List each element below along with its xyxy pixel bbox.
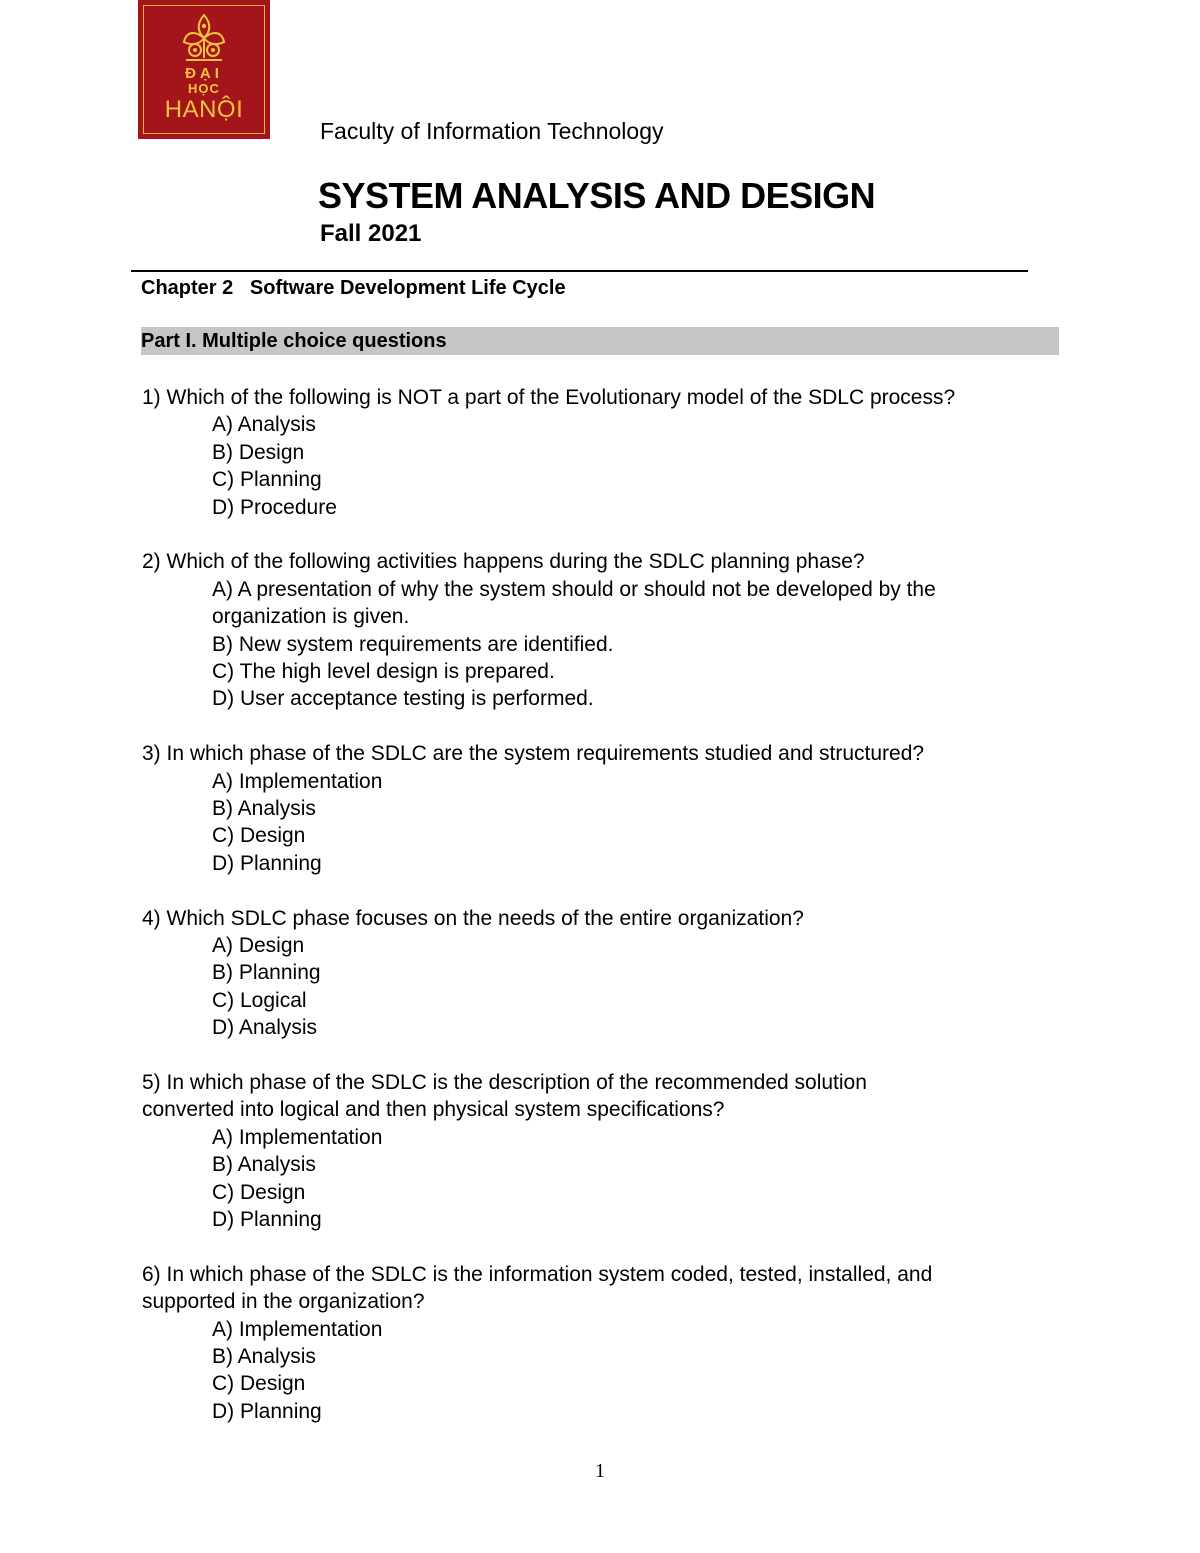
chapter-number: Chapter 2 bbox=[141, 277, 234, 299]
faculty-name: Faculty of Information Technology bbox=[320, 118, 664, 144]
question-text: 3) In which phase of the SDLC are the system requirements studied and structured? bbox=[142, 742, 925, 766]
answer-option: A) Implementation bbox=[212, 1317, 383, 1341]
part-title: Part I. Multiple choice questions bbox=[141, 330, 447, 352]
logo-text-line3: HANỘI bbox=[164, 96, 244, 123]
answer-option: C) The high level design is prepared. bbox=[212, 660, 555, 683]
answer-option: D) User acceptance testing is performed. bbox=[212, 687, 594, 711]
answer-option: A) Implementation bbox=[212, 769, 383, 793]
course-title: SYSTEM ANALYSIS AND DESIGN bbox=[318, 175, 876, 216]
question-text: 1) Which of the following is NOT a part of the Evolutionary model of the SDLC process? bbox=[142, 386, 956, 409]
question-text: supported in the organization? bbox=[142, 1290, 425, 1314]
answer-option: C) Logical bbox=[212, 988, 307, 1012]
answer-option: B) Analysis bbox=[212, 1345, 316, 1368]
chapter-title: Software Development Life Cycle bbox=[249, 277, 566, 299]
logo-text-line1: ĐẠI bbox=[185, 65, 223, 82]
answer-option: B) Analysis bbox=[212, 797, 316, 820]
answer-option: A) Implementation bbox=[212, 1125, 383, 1149]
page-number: 1 bbox=[595, 1460, 605, 1482]
answer-option: C) Planning bbox=[212, 468, 322, 492]
answer-option: D) Analysis bbox=[212, 1016, 318, 1040]
question-text: 6) In which phase of the SDLC is the information system coded, tested, installed, and bbox=[142, 1262, 933, 1286]
answer-option: B) Planning bbox=[212, 961, 321, 985]
answer-option: C) Design bbox=[212, 824, 306, 848]
answer-option: B) New system requirements are identified. bbox=[212, 632, 614, 656]
question-text: 2) Which of the following activities happens during the SDLC planning phase? bbox=[142, 550, 865, 574]
answer-option: organization is given. bbox=[212, 605, 410, 629]
question-text: 5) In which phase of the SDLC is the description of the recommended solution bbox=[142, 1071, 867, 1094]
answer-option: B) Design bbox=[212, 440, 305, 464]
answer-option: C) Design bbox=[212, 1180, 306, 1204]
header-divider bbox=[131, 270, 1028, 272]
part-heading-bar bbox=[141, 327, 1059, 355]
answer-option: C) Design bbox=[212, 1372, 306, 1396]
answer-option: D) Planning bbox=[212, 1208, 322, 1231]
logo-text-line2: HỌC bbox=[188, 81, 220, 96]
answer-option: D) Planning bbox=[212, 1399, 322, 1423]
answer-option: A) A presentation of why the system should or should not be developed by the bbox=[212, 577, 936, 601]
answer-option: D) Planning bbox=[212, 851, 322, 875]
chapter-heading bbox=[141, 277, 566, 300]
semester: Fall 2021 bbox=[320, 220, 422, 247]
university-logo bbox=[138, 0, 270, 139]
answer-option: B) Analysis bbox=[212, 1153, 316, 1177]
answer-option: D) Procedure bbox=[212, 495, 337, 519]
lotus-emblem-icon bbox=[178, 12, 230, 64]
answer-option: A) Design bbox=[212, 934, 305, 957]
answer-option: A) Analysis bbox=[212, 413, 316, 437]
question-text: 4) Which SDLC phase focuses on the needs of the entire organization? bbox=[142, 906, 804, 930]
question-text: converted into logical and then physical system specifications? bbox=[142, 1098, 725, 1122]
